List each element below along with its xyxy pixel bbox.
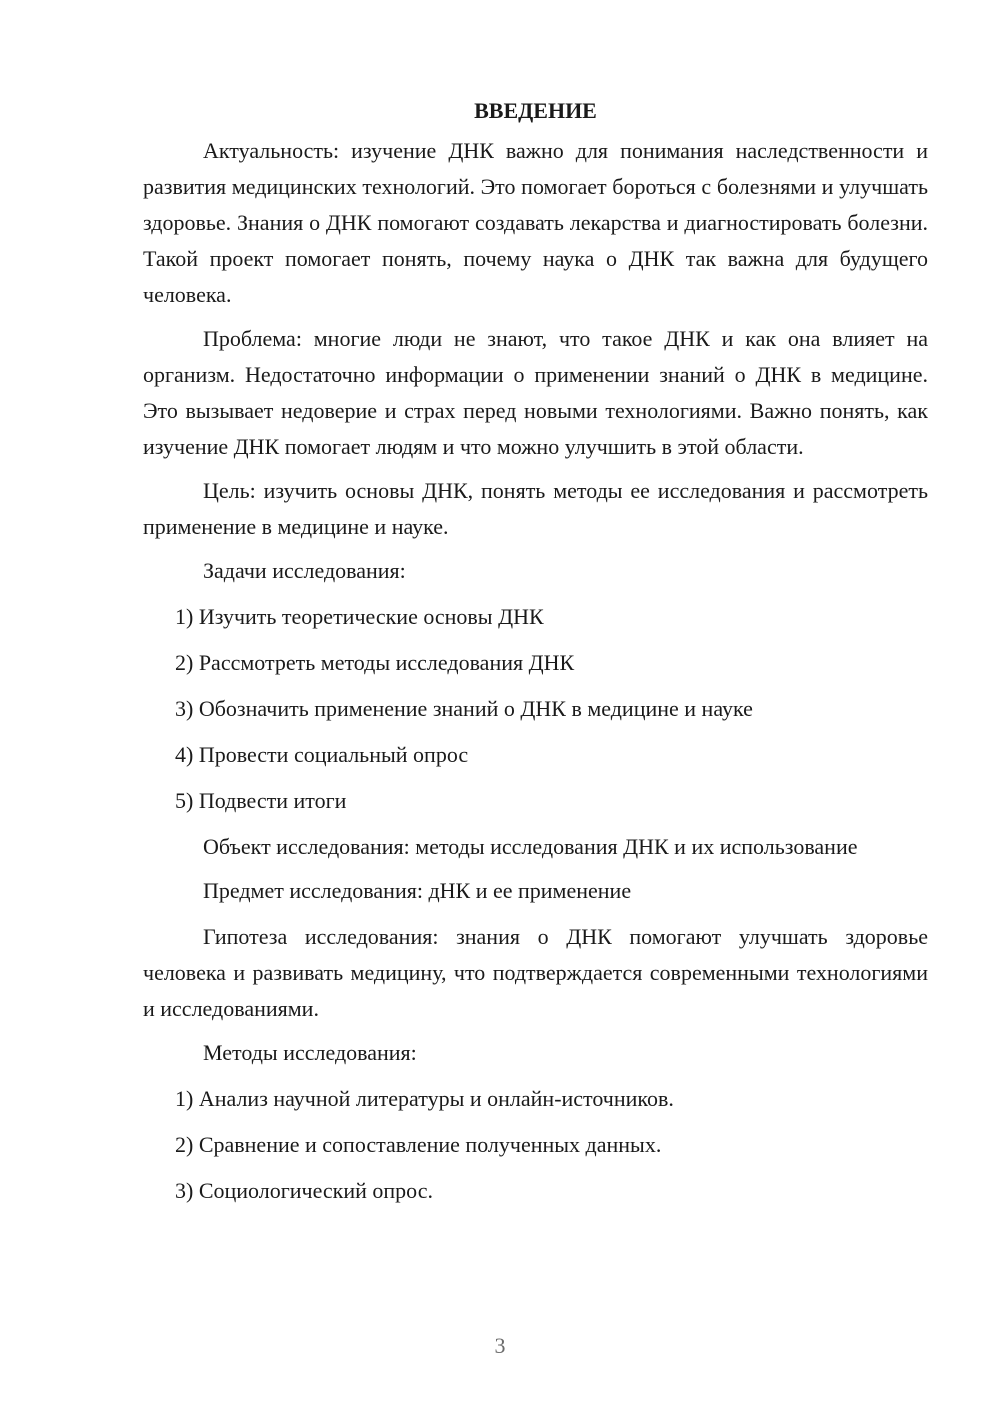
method-item: 2) Сравнение и сопоставление полученных данных. bbox=[175, 1132, 662, 1157]
task-item: 2) Рассмотреть методы исследования ДНК bbox=[175, 650, 575, 675]
method-item: 1) Анализ научной литературы и онлайн-источников. bbox=[175, 1086, 674, 1111]
page-number: 3 bbox=[494, 1333, 506, 1358]
page-content bbox=[143, 93, 928, 1219]
object-paragraph: Объект исследования: методы исследования ДНК и их использование bbox=[203, 834, 858, 859]
subject-paragraph: Предмет исследования: дНК и ее применение bbox=[203, 878, 632, 903]
problem-paragraph: Проблема: многие люди не знают, что такое ДНК и как она влияет на организм. Недостаточно информации о применении знаний о ДНК в медицине. Это вызывает недоверие и страх перед новыми технологиями. Важно понять, как изучение ДНК помогает людям и что можно улучшить в этой области. bbox=[143, 326, 928, 459]
methods-heading: Методы исследования: bbox=[203, 1040, 417, 1065]
method-item: 3) Социологический опрос. bbox=[175, 1178, 433, 1203]
hypothesis-paragraph: Гипотеза исследования: знания о ДНК помогают улучшать здоровье человека и развивать медицину, что подтверждается современными технологиями и исследованиями. bbox=[143, 924, 928, 1021]
page-title: ВВЕДЕНИЕ bbox=[474, 98, 597, 123]
tasks-heading: Задачи исследования: bbox=[203, 558, 406, 583]
task-item: 1) Изучить теоретические основы ДНК bbox=[175, 604, 544, 629]
task-item: 5) Подвести итоги bbox=[175, 788, 347, 813]
task-item: 3) Обозначить применение знаний о ДНК в медицине и науке bbox=[175, 696, 753, 721]
task-item: 4) Провести социальный опрос bbox=[175, 742, 469, 767]
goal-paragraph: Цель: изучить основы ДНК, понять методы ее исследования и рассмотреть применение в медицине и науке. bbox=[143, 478, 928, 539]
relevance-paragraph: Актуальность: изучение ДНК важно для понимания наследственности и развития медицинских технологий. Это помогает бороться с болезнями и улучшать здоровье. Знания о ДНК помогают создавать лекарства и диагностировать болезни. Такой проект помогает понять, почему наука о ДНК так важна для будущего человека. bbox=[143, 138, 928, 307]
